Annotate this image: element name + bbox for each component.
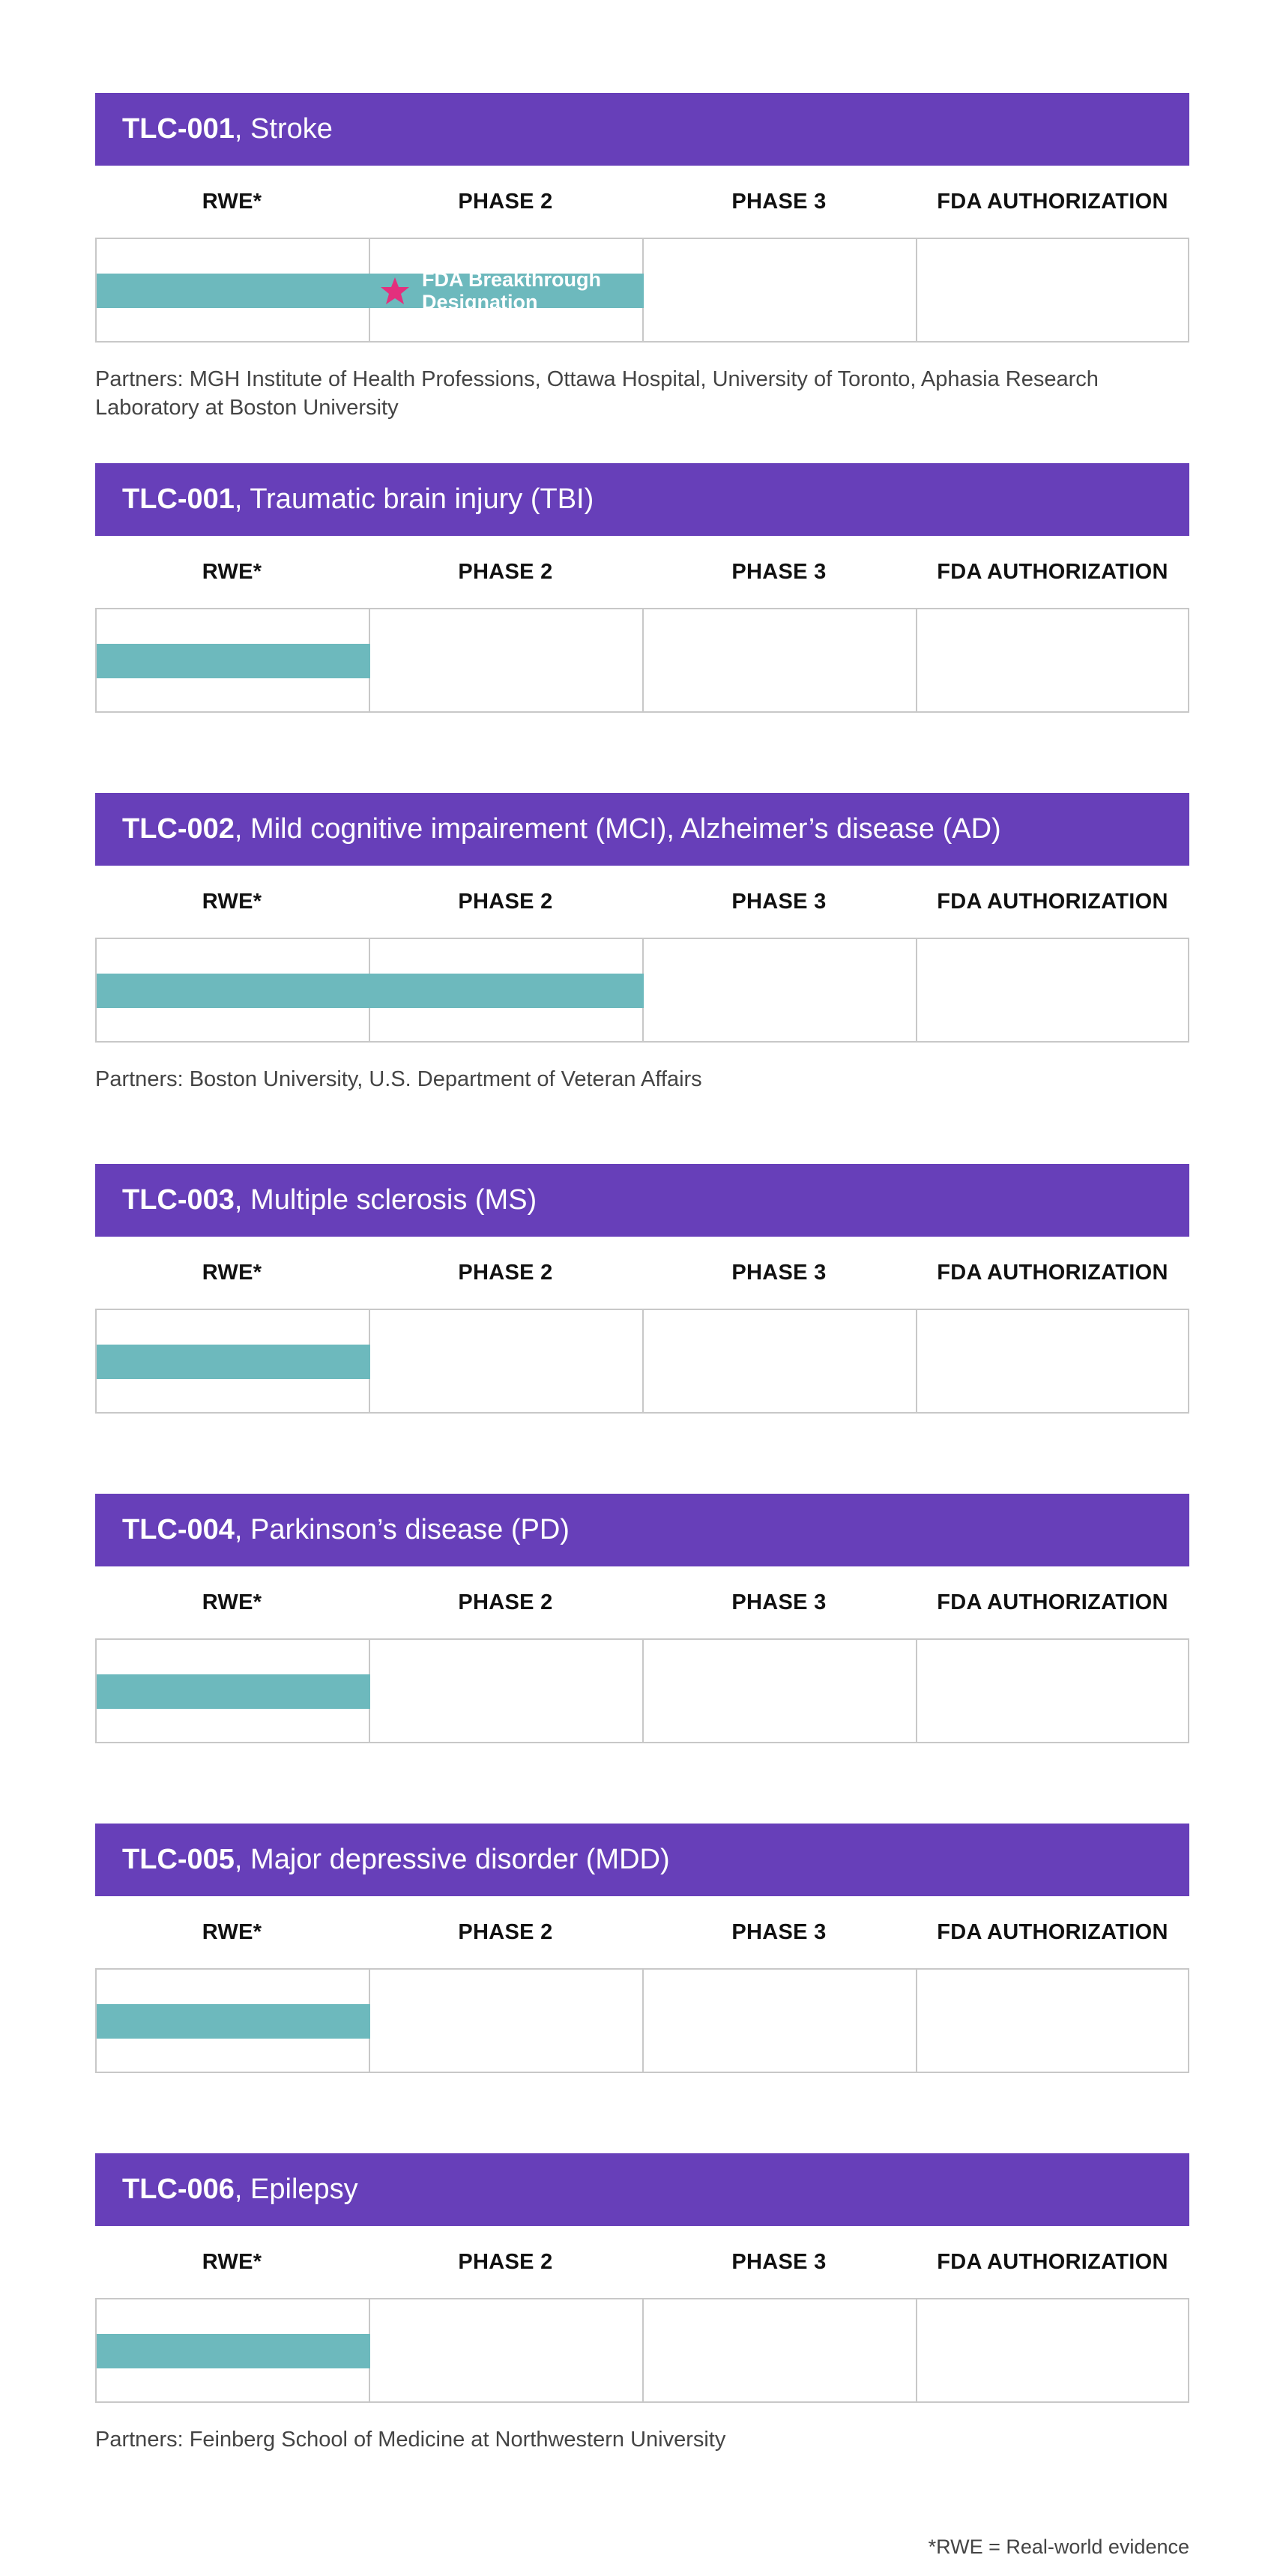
program-block	[95, 93, 1189, 422]
phase-header: PHASE 3	[731, 2249, 827, 2274]
program-indication: , Epilepsy	[234, 2174, 358, 2205]
phase-headers	[95, 1896, 1189, 1968]
phase-header: RWE*	[202, 2249, 262, 2274]
phase-header: PHASE 2	[458, 889, 553, 914]
program-indication: , Traumatic brain injury (TBI)	[234, 483, 594, 515]
phase-header: PHASE 3	[731, 559, 827, 584]
phase-header: FDA AUTHORIZATION	[937, 889, 1168, 914]
phase-header: PHASE 3	[731, 189, 827, 214]
progress-bar	[97, 974, 644, 1008]
program-code: TLC-004	[122, 1514, 235, 1545]
phase-header: PHASE 2	[458, 1260, 553, 1285]
phase-header: PHASE 2	[458, 189, 553, 214]
program-banner	[95, 793, 1189, 866]
footnote: *RWE = Real-world evidence	[928, 2536, 1189, 2558]
phase-header: FDA AUTHORIZATION	[937, 1260, 1168, 1285]
program-banner	[95, 1164, 1189, 1237]
phase-headers	[95, 536, 1189, 608]
phase-headers	[95, 1566, 1189, 1638]
phase-header: PHASE 2	[458, 2249, 553, 2274]
program-block	[95, 1494, 1189, 1743]
phase-grid	[95, 238, 1189, 343]
progress-bar	[97, 1345, 370, 1379]
phase-header: PHASE 2	[458, 559, 553, 584]
phase-header: FDA AUTHORIZATION	[937, 189, 1168, 214]
program-banner	[95, 2153, 1189, 2226]
phase-grid	[95, 938, 1189, 1043]
progress-bar	[97, 1674, 370, 1709]
progress-bar	[97, 644, 370, 678]
phase-grid	[95, 1638, 1189, 1743]
phase-divider	[916, 609, 917, 711]
program-indication: , Major depressive disorder (MDD)	[234, 1844, 670, 1875]
phase-header: PHASE 3	[731, 1590, 827, 1614]
phase-grid	[95, 2298, 1189, 2403]
phase-headers	[95, 1237, 1189, 1309]
program-banner	[95, 93, 1189, 166]
partners-text: Partners: Feinberg School of Medicine at Northwestern University	[95, 2428, 726, 2452]
program-indication: , Stroke	[234, 113, 333, 145]
phase-grid	[95, 1309, 1189, 1414]
phase-divider	[642, 1970, 644, 2072]
phase-divider	[642, 1640, 644, 1742]
phase-header: PHASE 3	[731, 889, 827, 914]
phase-divider	[642, 1310, 644, 1412]
phase-header: RWE*	[202, 189, 262, 214]
partners-text: Partners: Boston University, U.S. Department of Veteran Affairs	[95, 1067, 702, 1091]
phase-header: PHASE 3	[731, 1919, 827, 1944]
program-block	[95, 2153, 1189, 2454]
phase-header: RWE*	[202, 889, 262, 914]
phase-divider	[642, 609, 644, 711]
phase-header: PHASE 2	[458, 1919, 553, 1944]
progress-bar	[97, 2004, 370, 2039]
phase-headers	[95, 866, 1189, 938]
phase-header: FDA AUTHORIZATION	[937, 1590, 1168, 1614]
phase-divider	[916, 939, 917, 1041]
program-banner	[95, 1824, 1189, 1896]
phase-header: RWE*	[202, 559, 262, 584]
phase-header: FDA AUTHORIZATION	[937, 559, 1168, 584]
phase-divider	[642, 2299, 644, 2401]
program-block	[95, 463, 1189, 713]
program-block	[95, 793, 1189, 1094]
program-banner	[95, 463, 1189, 536]
phase-headers	[95, 2226, 1189, 2298]
phase-divider	[916, 239, 917, 341]
program-block	[95, 1164, 1189, 1414]
program-code: TLC-002	[122, 813, 235, 845]
designation-label: FDA Breakthrough Designation	[422, 268, 602, 313]
program-code: TLC-001	[122, 113, 235, 145]
phase-divider	[916, 1640, 917, 1742]
phase-header: RWE*	[202, 1919, 262, 1944]
phase-header: RWE*	[202, 1260, 262, 1285]
program-indication: , Mild cognitive impairement (MCI), Alzheimer’s disease (AD)	[234, 813, 1001, 845]
phase-header: PHASE 3	[731, 1260, 827, 1285]
progress-bar	[97, 2334, 370, 2368]
progress-bar	[97, 268, 644, 313]
phase-headers	[95, 166, 1189, 238]
phase-header: FDA AUTHORIZATION	[937, 1919, 1168, 1944]
program-code: TLC-005	[122, 1844, 235, 1875]
partners-text: Partners: MGH Institute of Health Professions, Ottawa Hospital, University of Toronto, Aphasia Research Laboratory at Boston University	[95, 367, 1099, 420]
phase-grid	[95, 608, 1189, 713]
phase-header: FDA AUTHORIZATION	[937, 2249, 1168, 2274]
phase-grid	[95, 1968, 1189, 2073]
phase-header: RWE*	[202, 1590, 262, 1614]
program-indication: , Multiple sclerosis (MS)	[234, 1184, 537, 1216]
phase-divider	[916, 1310, 917, 1412]
program-code: TLC-001	[122, 483, 235, 515]
program-code: TLC-003	[122, 1184, 235, 1216]
breakthrough-badge	[380, 268, 639, 313]
phase-divider	[916, 1970, 917, 2072]
program-indication: , Parkinson’s disease (PD)	[234, 1514, 570, 1545]
program-block	[95, 1824, 1189, 2073]
phase-divider	[916, 2299, 917, 2401]
program-banner	[95, 1494, 1189, 1566]
program-code: TLC-006	[122, 2174, 235, 2205]
star-icon	[380, 276, 410, 306]
phase-header: PHASE 2	[458, 1590, 553, 1614]
